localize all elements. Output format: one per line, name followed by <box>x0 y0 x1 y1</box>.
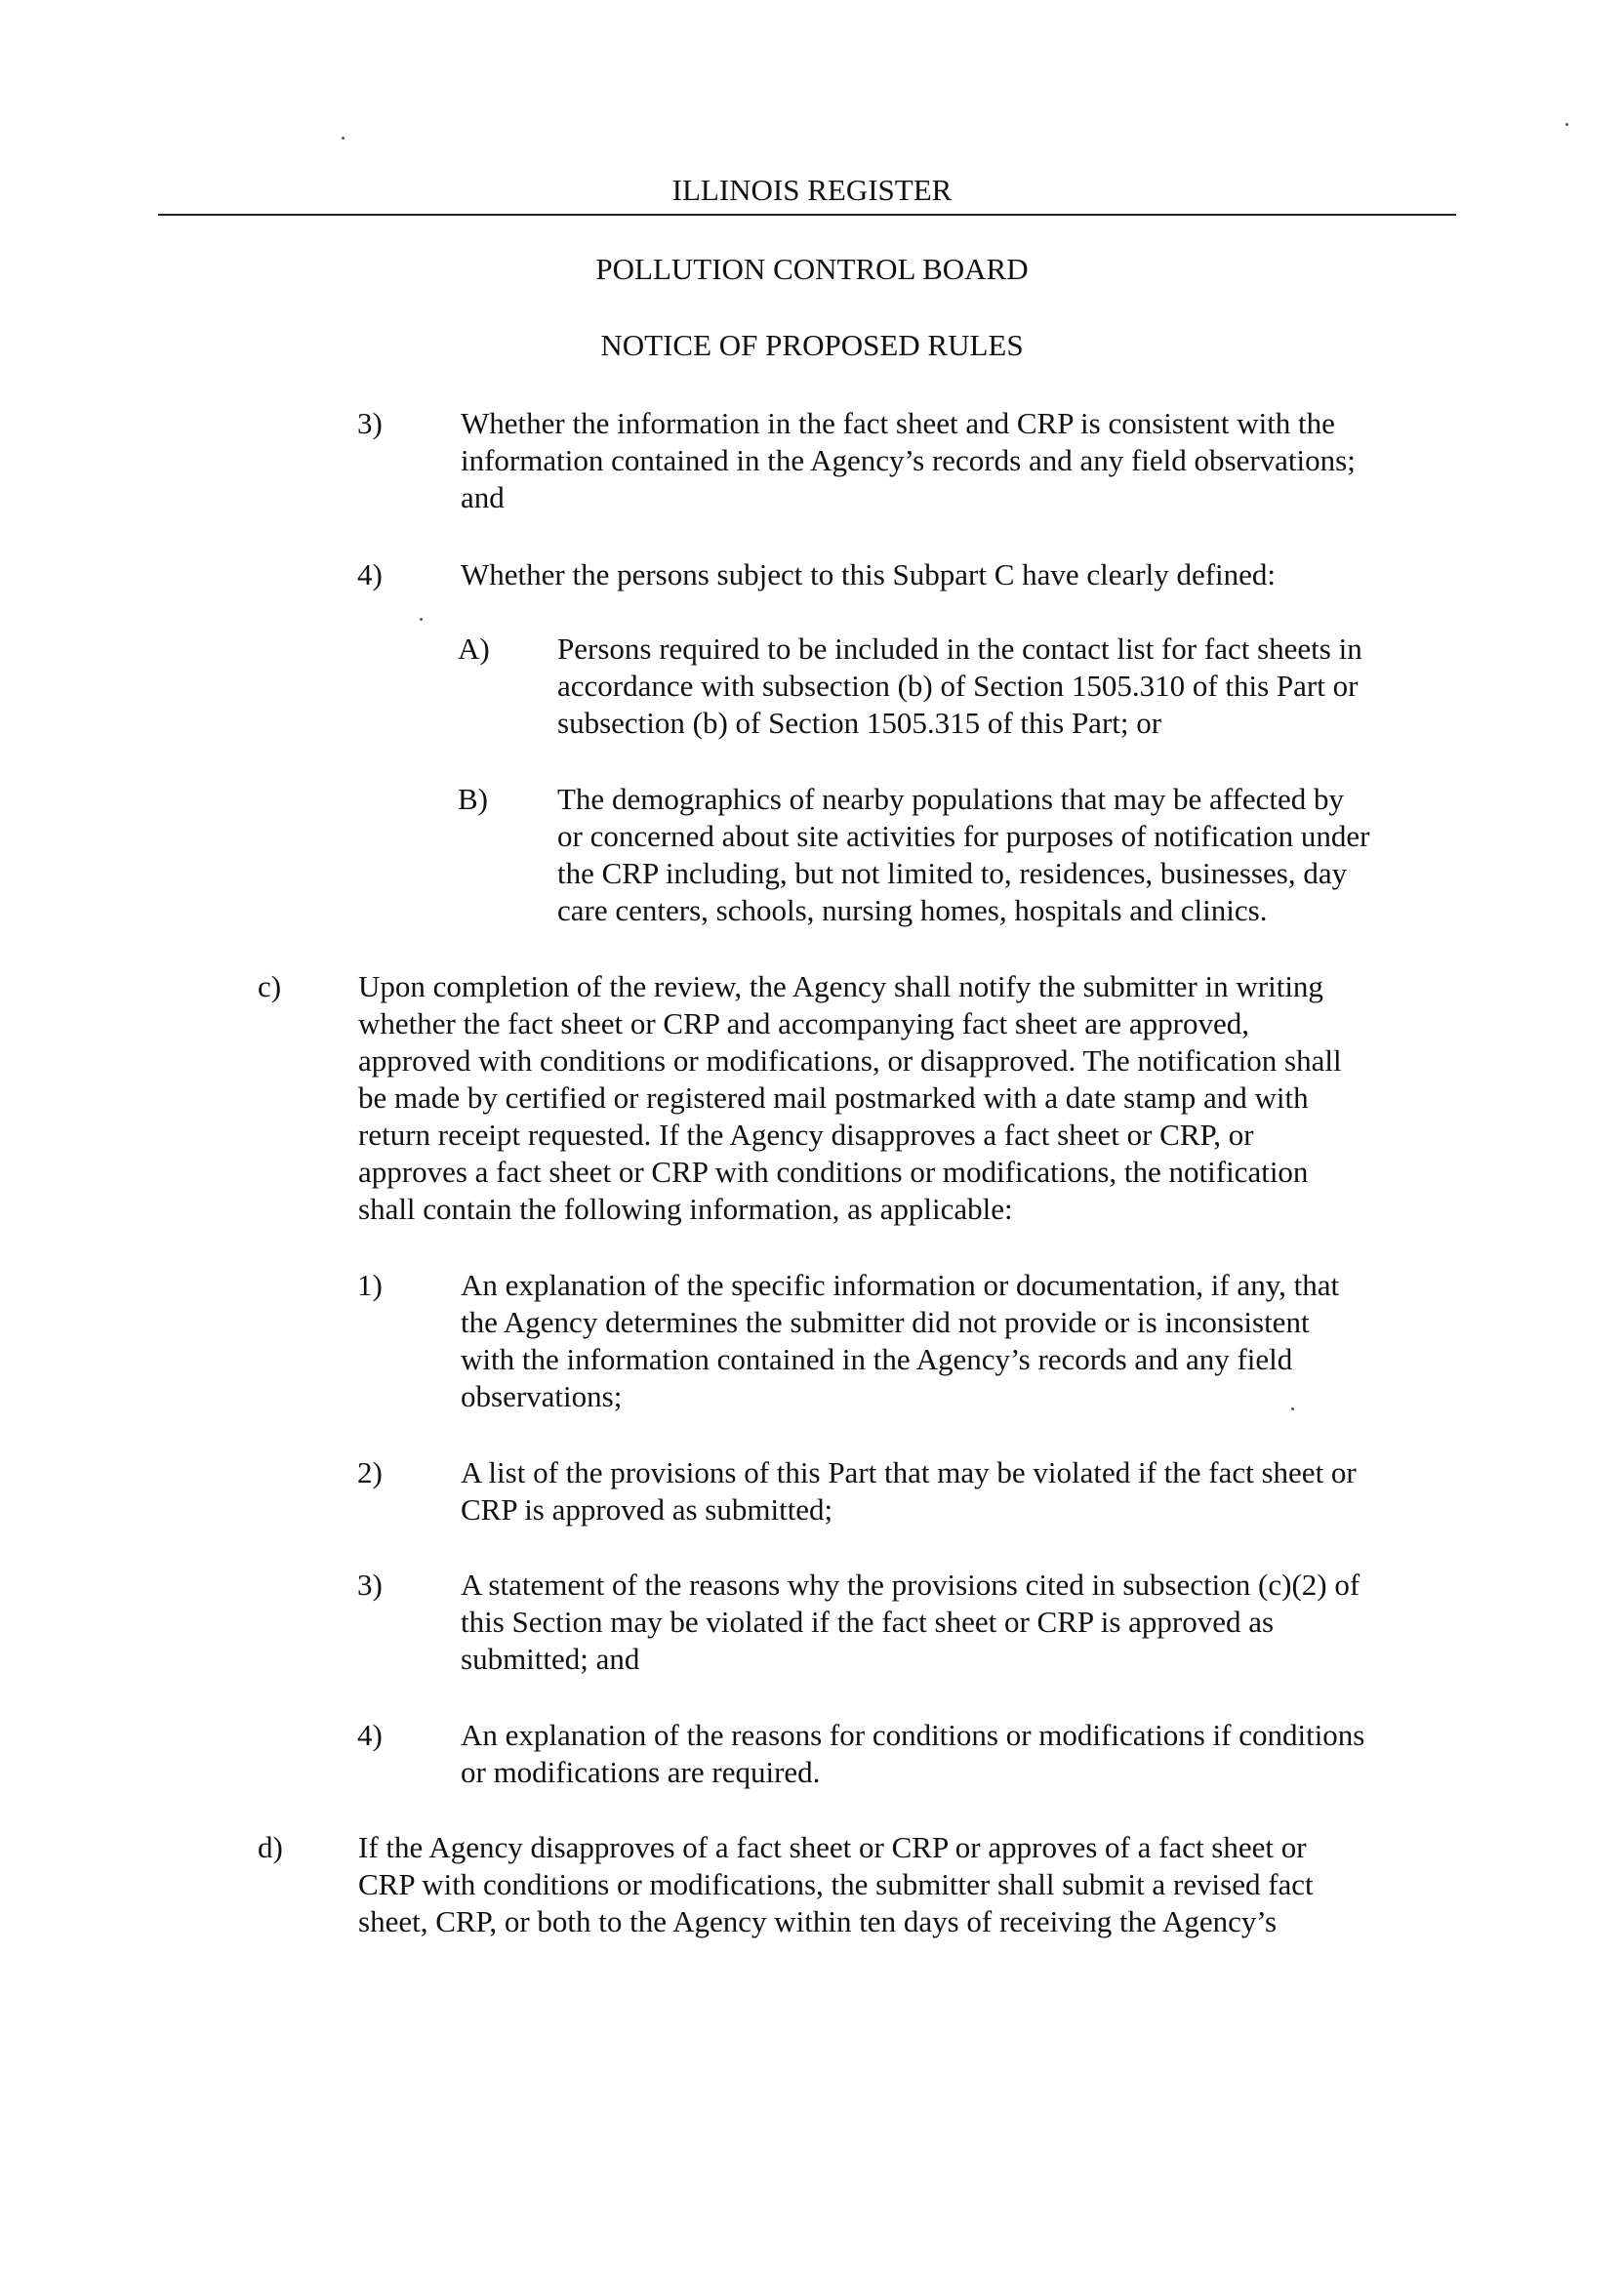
item-label: A) <box>458 632 490 666</box>
scan-speck <box>420 618 423 621</box>
scan-speck <box>1565 123 1568 126</box>
item-text <box>358 1829 1314 1940</box>
text-line: care centers, schools, nursing homes, hospitals and clinics. <box>557 893 1268 927</box>
text-line: Whether the persons subject to this Subpart C have clearly defined: <box>461 557 1277 591</box>
item-label: d) <box>258 1830 283 1864</box>
header-rule <box>158 214 1456 216</box>
item-text <box>461 1567 1360 1678</box>
text-line: CRP is approved as submitted; <box>461 1492 833 1527</box>
text-line: subsection (b) of Section 1505.315 of this Part; or <box>557 706 1162 740</box>
text-line: or concerned about site activities for purposes of notification under <box>557 819 1370 853</box>
text-line: with the information contained in the Agency’s records and any field <box>461 1342 1293 1376</box>
text-line: Persons required to be included in the contact list for fact sheets in <box>557 632 1362 666</box>
text-line: submitted; and <box>461 1642 640 1676</box>
item-label: 4) <box>357 557 383 591</box>
text-line: Whether the information in the fact sheet and CRP is consistent with the <box>461 406 1335 440</box>
text-line: the Agency determines the submitter did not provide or is inconsistent <box>461 1305 1310 1339</box>
text-line: and <box>461 480 505 514</box>
text-line: A list of the provisions of this Part that may be violated if the fact sheet or <box>461 1455 1357 1489</box>
text-line: CRP with conditions or modifications, the submitter shall submit a revised fact <box>358 1867 1314 1901</box>
item-text <box>557 781 1369 929</box>
item-label: 4) <box>357 1718 383 1752</box>
text-line: sheet, CRP, or both to the Agency within ten days of receiving the Agency’s <box>358 1904 1278 1938</box>
text-line: whether the fact sheet or CRP and accompanying fact sheet are approved, <box>358 1006 1249 1040</box>
register-title: ILLINOIS REGISTER <box>671 173 953 207</box>
item-text <box>461 1454 1357 1528</box>
item-label: 3) <box>357 406 383 440</box>
text-line: A statement of the reasons why the provisions cited in subsection (c)(2) of <box>461 1568 1360 1602</box>
text-line: accordance with subsection (b) of Section 1505.310 of this Part or <box>557 669 1359 703</box>
text-line: this Section may be violated if the fact sheet or CRP is approved as <box>461 1605 1275 1639</box>
item-text <box>358 968 1342 1228</box>
item-label: 1) <box>357 1268 383 1302</box>
board-name: POLLUTION CONTROL BOARD <box>595 252 1029 286</box>
text-line: be made by certified or registered mail postmarked with a date stamp and with <box>358 1080 1309 1115</box>
item-text <box>461 556 1276 593</box>
item-label: B) <box>458 782 488 816</box>
item-text <box>461 405 1356 516</box>
text-line: Upon completion of the review, the Agency shall notify the submitter in writing <box>358 969 1323 1003</box>
scan-speck <box>342 137 345 140</box>
notice-title: NOTICE OF PROPOSED RULES <box>600 328 1024 362</box>
item-label: 2) <box>357 1455 383 1489</box>
text-line: If the Agency disapproves of a fact sheet or CRP or approves of a fact sheet or <box>358 1830 1307 1864</box>
text-line: shall contain the following information, as applicable: <box>358 1192 1013 1226</box>
text-line: The demographics of nearby populations that may be affected by <box>557 782 1345 816</box>
item-text <box>557 631 1362 742</box>
text-line: An explanation of the specific information or documentation, if any, that <box>461 1268 1340 1302</box>
item-text <box>461 1267 1339 1415</box>
text-line: the CRP including, but not limited to, residences, businesses, day <box>557 856 1348 890</box>
text-line: or modifications are required. <box>461 1755 821 1789</box>
text-line: approved with conditions or modifications, or disapproved. The notification shall <box>358 1043 1342 1078</box>
item-label: 3) <box>357 1568 383 1602</box>
text-line: return receipt requested. If the Agency disapproves a fact sheet or CRP, or <box>358 1118 1254 1152</box>
scan-speck <box>1291 1407 1294 1410</box>
text-line: approves a fact sheet or CRP with conditions or modifications, the notification <box>358 1155 1309 1189</box>
text-line: An explanation of the reasons for conditions or modifications if conditions <box>461 1718 1365 1752</box>
text-line: observations; <box>461 1379 623 1413</box>
item-label: c) <box>258 969 282 1003</box>
text-line: information contained in the Agency’s records and any field observations; <box>461 443 1356 477</box>
item-text <box>461 1717 1364 1791</box>
